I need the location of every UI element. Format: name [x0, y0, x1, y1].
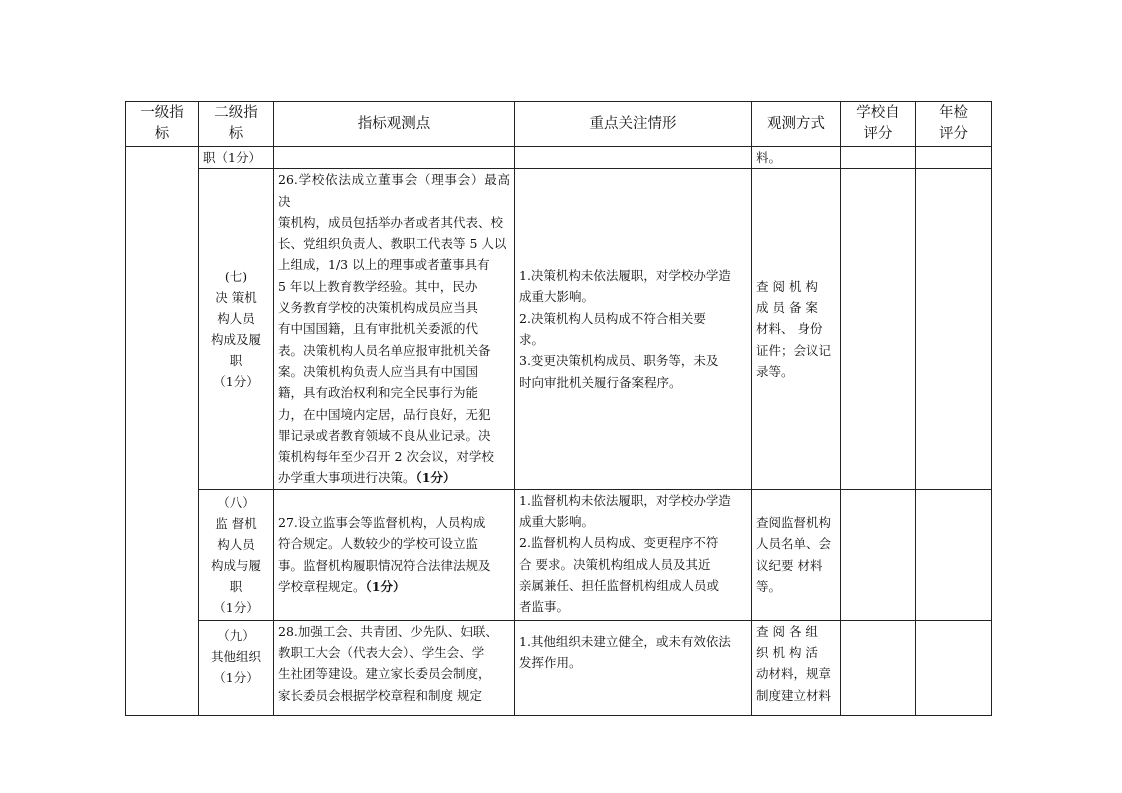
self-score-cell	[841, 147, 916, 169]
level2-cell: （八） 监 督机 构人员 构成与履 职 （1分）	[199, 489, 274, 620]
header-key-concerns: 重点关注情形	[515, 102, 752, 147]
table-header-row	[126, 102, 992, 147]
self-score-cell	[841, 169, 916, 489]
observation-cell	[274, 147, 515, 169]
focus-cell	[515, 147, 752, 169]
header-level2: 二级指 标	[199, 102, 274, 147]
level1-cell	[126, 147, 199, 716]
header-annual-score: 年检 评分	[916, 102, 992, 147]
table-row	[126, 147, 992, 169]
method-cell: 料。	[752, 147, 841, 169]
method-cell: 查阅监督机构 人员名单、会 议纪要 材料 等。	[752, 489, 841, 620]
annual-score-cell	[916, 169, 992, 489]
header-level1: 一级指 标	[126, 102, 199, 147]
focus-cell: 1.监督机构未依法履职，对学校办学造 成重大影响。 2.监督机构人员构成、变更程序不符 合 要求。决策机构组成人员及其近 亲属兼任、担任监督机构组成人员或 者监事。	[515, 489, 752, 620]
observation-cell: 27.设立监事会等监督机构，人员构成 符合规定。人数较少的学校可设立监 事。监督机构履职情况符合法律法规及 学校章程规定。（1分）	[274, 489, 515, 620]
self-score-cell	[841, 489, 916, 620]
annual-score-cell	[916, 489, 992, 620]
self-score-cell	[841, 620, 916, 715]
level2-cell: (七) 决 策机 构人员 构成及履 职 （1分）	[199, 169, 274, 489]
table-row	[126, 489, 992, 620]
method-cell: 查 阅 各 组 织 机 构 活 动材料，规章 制度建立材料	[752, 620, 841, 715]
header-observation-points: 指标观测点	[274, 102, 515, 147]
annual-score-cell	[916, 147, 992, 169]
observation-cell: 28.加强工会、共青团、少先队、妇联、 教职工大会（代表大会）、学生会、学 生社团等建设。建立家长委员会制度， 家长委员会根据学校章程和制度 规定	[274, 620, 515, 715]
score-label: （1分）	[365, 579, 406, 595]
annual-score-cell	[916, 620, 992, 715]
method-cell: 查 阅 机 构 成 员 备 案 材料、 身份 证件；会议记 录等。	[752, 169, 841, 489]
table-row	[126, 620, 992, 715]
table-row	[126, 169, 992, 489]
observation-cell: 26.学校依法成立董事会（理事会）最高决 策机构，成员包括举办者或者其代表、校 长、党组织负责人、教职工代表等 5 人以 上组成，1/3 以上的理事或者董事具有 5 年以上教育教学经验。其中，民办 义务教育学校的决策机构成员应当具 有中国国籍，且有审批机关委派的代 表。决策机构人员名单应报审批机关备 案。决策机构负责人应当具有中国国 籍，具有政治权利和完全民事行为能 力，在中国境内定居，品行良好，无犯 罪记录或者教育领域不良从业记录。决 策机构每年至少召开 2 次会议，对学校 办学重大事项进行决策。（1分）	[274, 169, 515, 489]
focus-cell: 1.决策机构未依法履职，对学校办学造 成重大影响。 2.决策机构人员构成不符合相关要 求。 3.变更决策机构成员、职务等，未及 时向审批机关履行备案程序。	[515, 169, 752, 489]
header-self-score: 学校自 评分	[841, 102, 916, 147]
header-observation-method: 观测方式	[752, 102, 841, 147]
score-label: （1分）	[415, 470, 456, 486]
level2-cell: 职（1分）	[199, 147, 274, 169]
level2-cell: （九） 其他组织 （1分）	[199, 620, 274, 715]
focus-cell: 1.其他组织未建立健全，或未有效依法 发挥作用。	[515, 620, 752, 715]
evaluation-table	[125, 101, 992, 716]
